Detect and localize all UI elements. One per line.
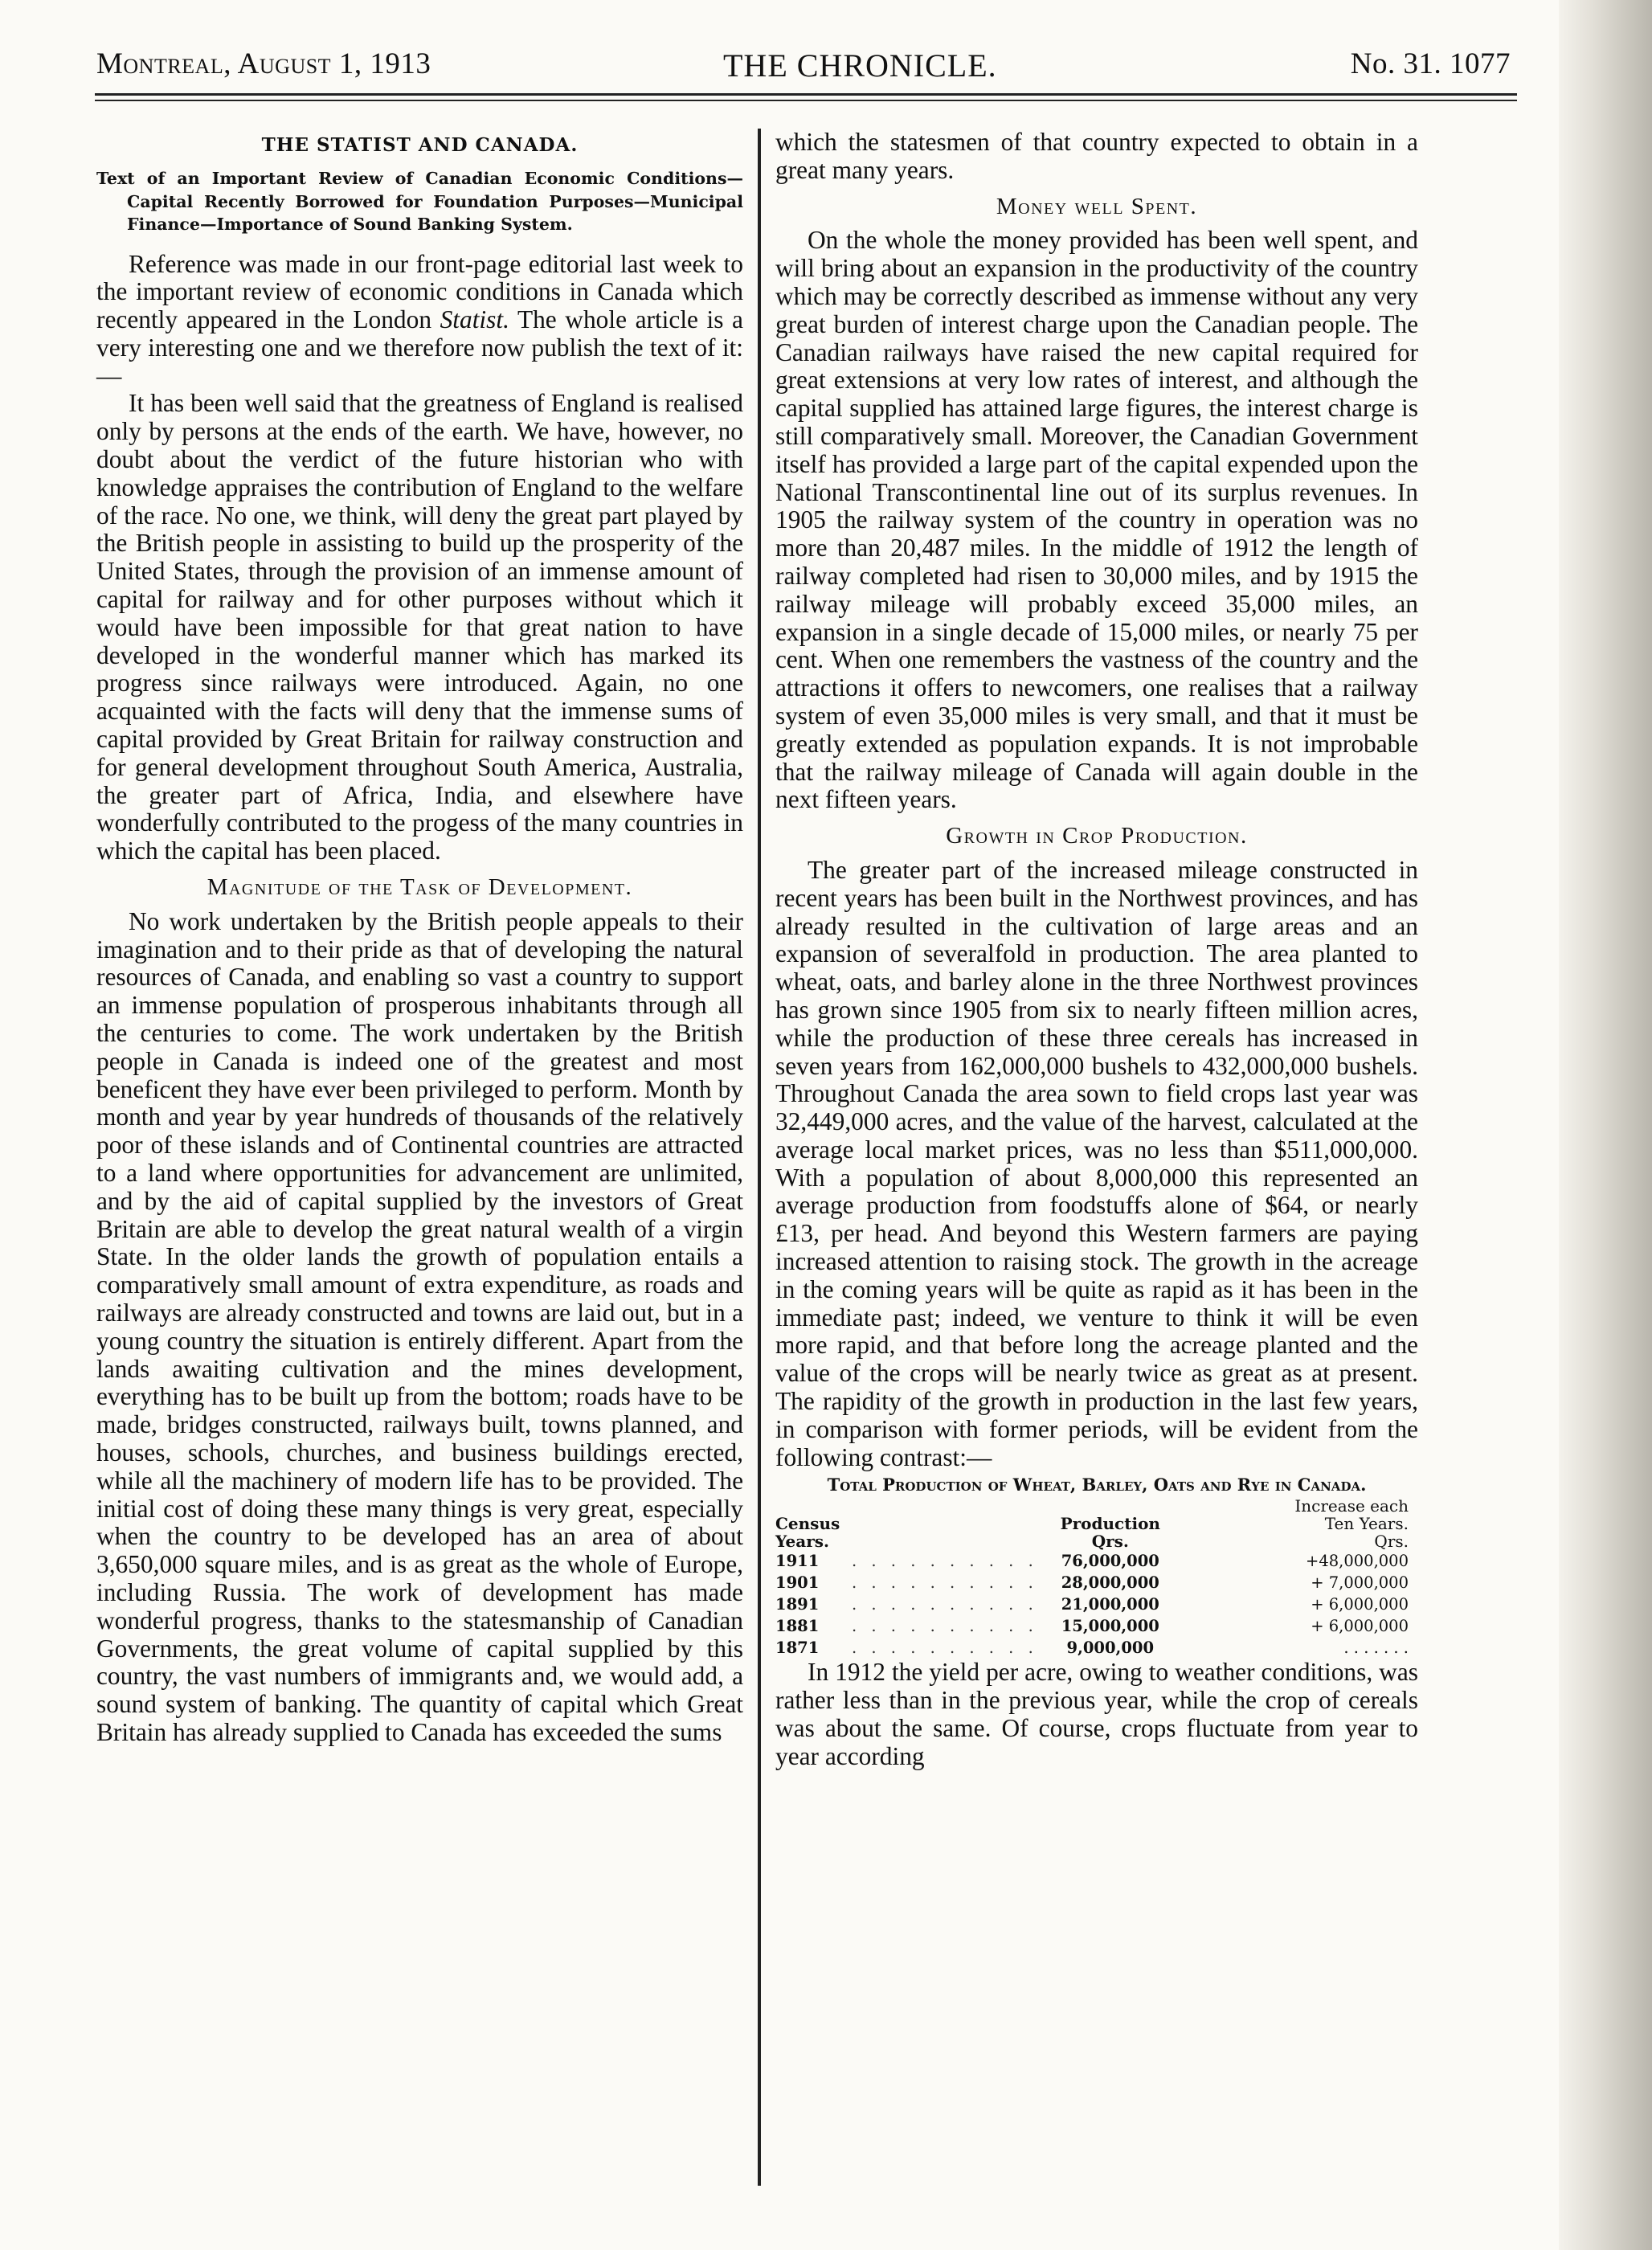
paragraph-railways: On the whole the money provided has been well spent, and will bring about an expansion in the productivity of the country which may be correctly described as immense without any very great burden of interest charge upon the Canadian people. The Canadian railways have raised the new capital required for great extensions at very low rates of interest, and although the capital supplied has attained large figures, the interest charge is still comparatively small. Moreover, the Canadian Government itself has provided a large part of the capital expended upon the National Transcontinental line out of its surplus revenues. In 1905 the railway system of the country in operation was no more than 20,487 miles. In the middle of 1912 the length of railway completed had risen to 30,000 miles, and by 1915 the railway mileage will probably exceed 35,000 miles, an expansion in a single decade of 15,000 miles, or nearly 75 per cent. When one remembers the vastness of the country and the attractions it offers to newcomers, one realises that a railway system of even 35,000 miles is very small, and that it must be greatly extended as population expands. It is not improbable that the railway mileage of Canada will again double in the next fifteen years. <box>775 226 1418 814</box>
table-row <box>775 1572 1418 1593</box>
table-row <box>775 1615 1418 1637</box>
header-census-years <box>775 1497 1038 1550</box>
paragraph-greatness-of-england: It has been well said that the greatness of England is realised only by persons at the ends of the earth. We have, however, no doubt about the verdict of the future historian who with knowledge appraises the contribution of England to the welfare of the race. No one, we think, will deny the great part played by the British people in assisting to build up the prosperity of the United States, through the provision of an immense amount of capital for railway and for other purposes without which it would have been impossible for that great nation to have developed in the wonderful manner which has marked its progress since railways were introduced. Again, no one acquainted with the facts will deny that the immense sums of capital provided by Great Britain for railway construction and for general development throughout South America, Australia, the greater part of Africa, India, and elsewhere have wonderfully contributed to the progess of the many countries in which the capital has been placed. <box>96 389 743 865</box>
header-years: Years. <box>775 1532 829 1552</box>
section-heading-crop-production: Growth in Crop Production. <box>946 823 1248 849</box>
cell-production: 76,000,000 <box>1061 1552 1159 1571</box>
header-rule <box>95 93 1517 96</box>
paragraph-intro <box>96 251 743 391</box>
column-divider <box>758 129 761 2186</box>
left-column <box>96 129 743 1747</box>
header-rule-double <box>95 100 1517 101</box>
cell-year: 1891 <box>775 1595 820 1614</box>
intro-text-end: The whole article is a very interesting one and we therefore now publish the text of it:— <box>96 305 743 390</box>
cell-production: 15,000,000 <box>1061 1617 1159 1636</box>
paragraph-crop-growth: The greater part of the increased mileage constructed in recent years has been built in the Northwest provinces, and has already resulted in the cultivation of large areas and an expansion of severalfold in production. The area planted to wheat, oats, and barley alone in the three Northwest provinces has grown since 1905 from six to nearly fifteen million acres, while the production of these three cereals has increased in seven years from 162,000,000 bushels to 432,000,000 bushels. Throughout Canada the area sown to field crops last year was 32,449,000 acres, and the value of the harvest, calculated at the average local market prices, was no less than $511,000,000. With a population of about 8,000,000 this represented an average production from foodstuffs alone of $64, or nearly £13, per head. And beyond this Western farmers are paying increased attention to raising stock. The growth in the acreage in the coming years will be quite as rapid as it has been in the immediate past; indeed, we venture to think it will be even more rapid, and that before long the acreage planted and the value of the crops will be nearly twice as great as at present. The rapidity of the growth in production in the last few years, in comparison with former periods, will be evident from the following contrast:— <box>775 855 1418 1471</box>
cell-year: 1901 <box>775 1573 820 1593</box>
table-row <box>775 1593 1418 1615</box>
cell-increase: + 7,000,000 <box>1311 1573 1409 1593</box>
publication-reference: Statist. <box>440 305 509 334</box>
table-title: Total Production of Wheat, Barley, Oats and Rye in Canada. <box>827 1475 1367 1495</box>
article-subtitle: Text of an Important Review of Canadian Economic Conditions—Capital Recently Borrowed for Foundation Purposes—Municipal Finance—Importance of Sound Banking System. <box>96 169 743 234</box>
cell-leader-dots: . . . . . . . . . . <box>852 1638 1038 1658</box>
paragraph-yield-per-acre: In 1912 the yield per acre, owing to weather conditions, was rather less than in the previous year, while the crop of cereals was about the same. Of course, crops fluctuate from year to year according <box>775 1658 1418 1770</box>
table-header-row <box>775 1497 1418 1550</box>
cell-production: 28,000,000 <box>1061 1573 1159 1593</box>
production-table <box>775 1497 1418 1659</box>
cell-increase: + 6,000,000 <box>1311 1617 1409 1636</box>
header-increase <box>1183 1497 1418 1550</box>
cell-year: 1911 <box>775 1552 820 1571</box>
table-row <box>775 1550 1418 1572</box>
cell-increase: + 6,000,000 <box>1311 1595 1409 1614</box>
article-title: THE STATIST AND CANADA. <box>261 134 579 156</box>
paragraph-continuation: which the statesmen of that country expected to obtain in a great many years. <box>775 128 1418 184</box>
header-increase-unit: Qrs. <box>1374 1532 1409 1552</box>
cell-leader-dots: . . . . . . . . . . <box>852 1617 1038 1636</box>
cell-production: 9,000,000 <box>1066 1638 1155 1658</box>
section-heading-money-well-spent: Money well Spent. <box>996 193 1198 219</box>
header-increase-period: Ten Years. <box>1324 1514 1409 1534</box>
section-heading-magnitude: Magnitude of the Task of Development. <box>206 874 633 901</box>
paragraph-development-work: No work undertaken by the British people appeals to their imagination and to their pride as that of developing the natural resources of Canada, and enabling so vast a country to support an immense population of prosperous inhabitants through all the centuries to come. The work undertaken by the British people in Canada is indeed one of the greatest and most beneficent they have ever been privileged to perform. Month by month and year by year hundreds of thousands of the relatively poor of these islands and of Continental countries are attracted to a land where opportunities for advancement are unlimited, and by the aid of capital supplied by the investors of Great Britain are able to develop the great natural wealth of a virgin State. In the older lands the growth of population entails a comparatively small amount of extra expenditure, as roads and railways are already constructed and towns are laid out, but in a young country the situation is entirely different. Apart from the lands awaiting cultivation and the mines development, everything has to be built up from the bottom; roads have to be made, bridges constructed, railways built, towns planned, and houses, schools, churches, and business buildings erected, while all the machinery of modern life has to be provided. The initial cost of doing these many things is very great, especially when the country to be developed has an area of about 3,650,000 square miles, and is as great as the whole of Europe, including Russia. The work of development has made wonderful progress, thanks to the statesmanship of Canadian Governments, the great volume of capital supplied by this country, the vast numbers of immigrants and, we would add, a sound system of banking. The quantity of capital which Great Britain has already supplied to Canada has exceeded the sums <box>96 906 743 1746</box>
header-increase-label: Increase each <box>1294 1496 1409 1516</box>
header-production-label: Production <box>1060 1514 1160 1534</box>
cell-leader-dots: . . . . . . . . . . <box>852 1595 1038 1614</box>
right-column <box>775 129 1418 1771</box>
book-page-edge <box>1559 0 1652 2250</box>
header-census: Census <box>775 1514 840 1534</box>
cell-leader-dots: . . . . . . . . . . <box>852 1552 1038 1571</box>
intro-text: Reference was made in our front-page editorial last week to the important review of economic conditions in Canada which recently appeared in the London <box>96 249 743 334</box>
cell-increase: . . . . . . . <box>1343 1638 1409 1658</box>
header-production-unit: Qrs. <box>1091 1532 1129 1552</box>
cell-year: 1881 <box>775 1617 820 1636</box>
cell-production: 21,000,000 <box>1061 1595 1159 1614</box>
cell-increase: +48,000,000 <box>1306 1552 1409 1571</box>
header-production <box>1038 1497 1183 1550</box>
dateline: Montreal, August 1, 1913 <box>96 47 431 80</box>
table-row <box>775 1637 1418 1659</box>
issue-and-page-number: No. 31. 1077 <box>1350 47 1511 80</box>
publication-name: THE CHRONICLE. <box>723 47 997 84</box>
cell-year: 1871 <box>775 1638 820 1658</box>
running-head <box>96 47 1511 95</box>
cell-leader-dots: . . . . . . . . . . <box>852 1573 1038 1593</box>
